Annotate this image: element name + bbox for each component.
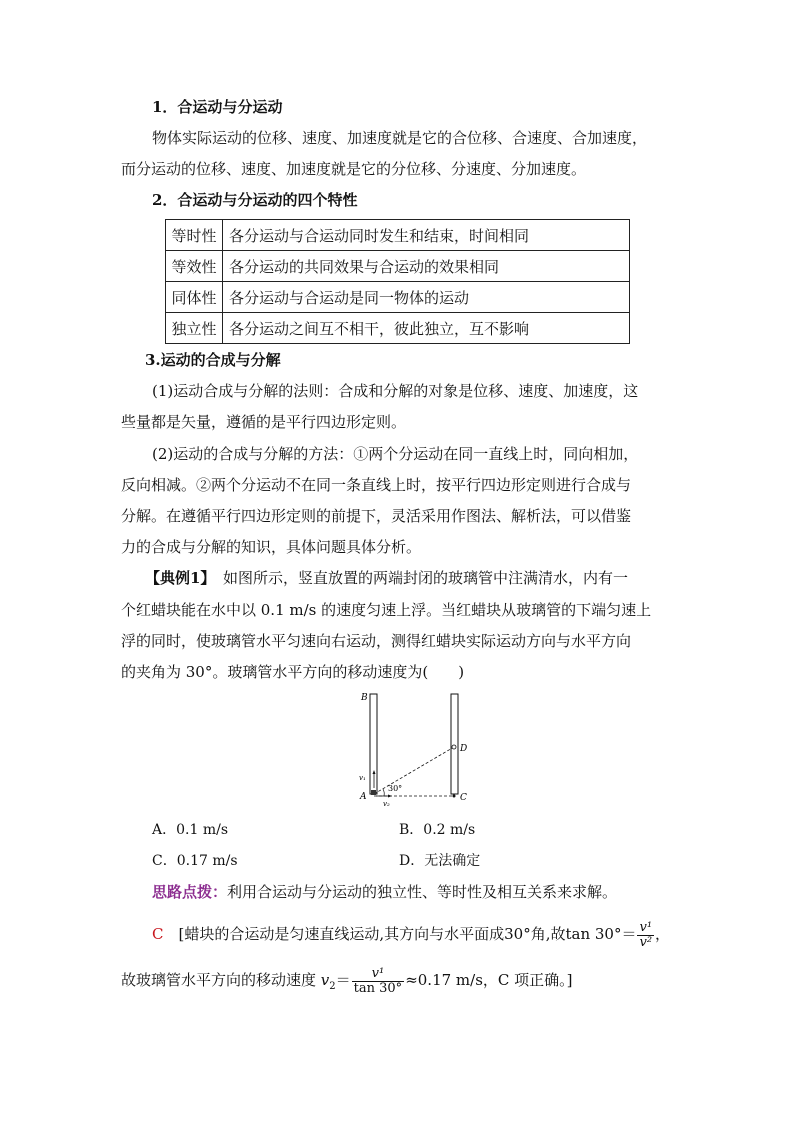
section-1-heading: 1．合运动与分运动 xyxy=(152,98,283,116)
fraction-v1-over-tan30 xyxy=(352,967,405,996)
fraction-numerator: v¹ xyxy=(352,967,405,982)
label-a: A xyxy=(360,792,367,802)
paragraph-line: 力的合成与分解的知识，具体问题具体分析。 xyxy=(121,538,422,556)
table-row xyxy=(166,251,630,282)
v2-subscript: 2 xyxy=(329,981,336,992)
v2-arrowhead xyxy=(388,795,392,798)
label-angle: 30° xyxy=(388,784,403,793)
table-cell-key: 等时性 xyxy=(166,220,223,251)
left-tube xyxy=(370,694,377,794)
answer-text: ≈0.17 m/s，C 项正确。] xyxy=(405,971,573,989)
label-c: C xyxy=(460,793,467,803)
table-cell-desc: 各分运动之间互不相干，彼此独立，互不影响 xyxy=(223,313,630,344)
paragraph-line: (1)运动合成与分解的法则：合成和分解的对象是位移、速度、加速度，这 xyxy=(152,382,639,400)
table-cell-desc: 各分运动与合运动同时发生和结束，时间相同 xyxy=(223,220,630,251)
point-d xyxy=(452,745,456,749)
example-line: 个红蜡块能在水中以 0.1 m/s 的速度匀速上浮。当红蜡块从玻璃管的下端匀速上 xyxy=(121,601,652,619)
answer-text: 故玻璃管水平方向的移动速度 xyxy=(121,971,321,989)
section-2-heading: 2．合运动与分运动的四个特性 xyxy=(152,191,358,209)
hint-line xyxy=(152,882,617,902)
example-tag: 【典例1】 xyxy=(145,569,208,587)
answer-text: [蜡块的合运动是匀速直线运动,其方向与水平面成30°角,故tan 30°＝ xyxy=(178,925,637,943)
table-cell-desc: 各分运动的共同效果与合运动的效果相同 xyxy=(223,251,630,282)
example-line: 浮的同时，使玻璃管水平匀速向右运动，测得红蜡块实际运动方向与水平方向 xyxy=(121,632,632,650)
fraction-denominator: v² xyxy=(639,934,653,950)
paragraph-line: 些量都是矢量，遵循的是平行四边形定则。 xyxy=(121,413,407,431)
option-b[interactable]: B．0.2 m/s xyxy=(399,822,476,838)
paragraph-line: 反向相减。②两个分运动不在同一条直线上时，按平行四边形定则进行合成与 xyxy=(121,476,632,494)
example-line: 的夹角为 30°。玻璃管水平方向的移动速度为( ) xyxy=(121,663,465,681)
fraction-denominator: tan 30° xyxy=(353,980,403,996)
point-c xyxy=(453,795,456,798)
v1-arrowhead xyxy=(373,770,376,774)
answer-line-1 xyxy=(152,918,670,950)
paragraph-line: 分解。在遵循平行四边形定则的前提下，灵活采用作图法、解析法，可以借鉴 xyxy=(121,507,632,525)
table-cell-key: 同体性 xyxy=(166,282,223,313)
answer-comma: ， xyxy=(655,925,671,943)
label-v1: v₁ xyxy=(359,774,366,782)
label-b: B xyxy=(361,693,368,703)
angle-arc xyxy=(383,789,384,796)
hint-text: 利用合运动与分运动的独立性、等时性及相互关系来求解。 xyxy=(227,883,618,901)
equals-sign: ＝ xyxy=(335,971,351,989)
section-3-heading: 3.运动的合成与分解 xyxy=(145,351,281,369)
table-row xyxy=(166,313,630,344)
answer-letter: C xyxy=(152,925,164,943)
wax-block xyxy=(371,790,376,795)
option-d[interactable]: D．无法确定 xyxy=(399,853,481,869)
table-row xyxy=(166,282,630,313)
fraction-v1-over-v2 xyxy=(637,921,654,950)
answer-line-2 xyxy=(121,964,573,1003)
hint-label: 思路点拨： xyxy=(152,883,228,901)
label-d: D xyxy=(460,744,468,754)
paragraph-line: (2)运动的合成与分解的方法：①两个分运动在同一直线上时，同向相加， xyxy=(152,445,639,463)
dashed-ad xyxy=(374,747,454,794)
right-tube xyxy=(451,694,458,794)
option-c[interactable]: C．0.17 m/s xyxy=(152,853,238,869)
table-row xyxy=(166,220,630,251)
label-v2: v₂ xyxy=(383,800,390,808)
physics-figure xyxy=(350,688,480,808)
paragraph-line: 物体实际运动的位移、速度、加速度就是它的合位移、合速度、合加速度， xyxy=(152,129,648,147)
paragraph-line: 而分运动的位移、速度、加速度就是它的分位移、分速度、分加速度。 xyxy=(121,160,587,178)
table-cell-key: 等效性 xyxy=(166,251,223,282)
example-line xyxy=(145,568,628,588)
example-text: 如图所示，竖直放置的两端封闭的玻璃管中注满清水，内有一 xyxy=(207,569,628,587)
table-cell-key: 独立性 xyxy=(166,313,223,344)
properties-table xyxy=(165,219,630,344)
option-a[interactable]: A．0.1 m/s xyxy=(152,822,229,838)
v2-variable: v xyxy=(320,971,330,989)
table-cell-desc: 各分运动与合运动是同一物体的运动 xyxy=(223,282,630,313)
fraction-numerator: v¹ xyxy=(639,919,653,935)
